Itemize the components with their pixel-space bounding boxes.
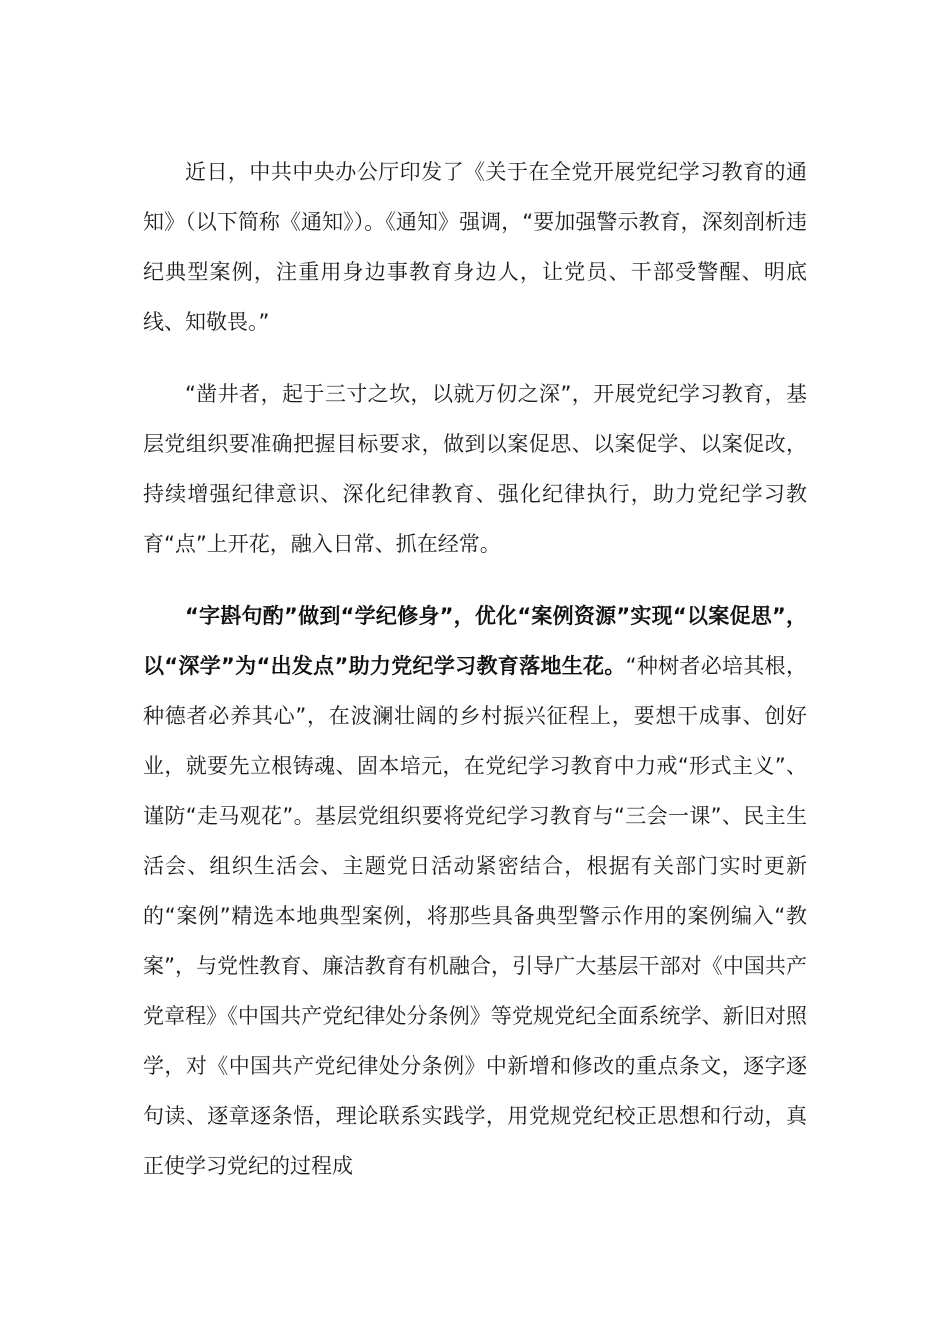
paragraph-3-text: “种树者必培其根，种德者必养其心”，在波澜壮阔的乡村振兴征程上，要想干成事、创好业，就要先立根铸魂、固本培元，在党纪学习教育中力戒“形式主义”、谨防“走马观花”。基层党组织要将党纪学习教育与“三会一课”、民主生活会、组织生活会、主题党日活动紧密结合，根据有关部门实时更新的“案例”精选本地典型案例，将那些具备典型警示作用的案例编入“教案”，与党性教育、廉洁教育有机融合，引导广大基层干部对《中国共产党章程》《中国共产党纪律处分条例》等党规党纪全面系统学、新旧对照学，对《中国共产党纪律处分条例》中新增和修改的重点条文，逐字逐句读、逐章逐条悟，理论联系实践学，用党规党纪校正思想和行动，真正使学习党纪的过程成 (143, 654, 807, 1178)
paragraph-2 (143, 369, 807, 569)
paragraph-1 (143, 147, 807, 347)
paragraph-3-bold-lead: “字斟句酌”做到“学纪修身”，优化“案例资源”实现“以案促思”，以“深学”为“出发点”助力党纪学习教育落地生花。 (143, 604, 807, 678)
paragraph-3 (143, 591, 807, 1191)
paragraph-2-text: “凿井者，起于三寸之坎，以就万仞之深”，开展党纪学习教育，基层党组织要准确把握目标要求，做到以案促思、以案促学、以案促改，持续增强纪律意识、深化纪律教育、强化纪律执行，助力党纪学习教育“点”上开花，融入日常、抓在经常。 (143, 382, 807, 556)
document-body (143, 147, 807, 1191)
paragraph-1-text: 近日，中共中央办公厅印发了《关于在全党开展党纪学习教育的通知》（以下简称《通知》）。《通知》强调，“要加强警示教育，深刻剖析违纪典型案例，注重用身边事教育身边人，让党员、干部受警醒、明底线、知敬畏。” (143, 160, 807, 334)
